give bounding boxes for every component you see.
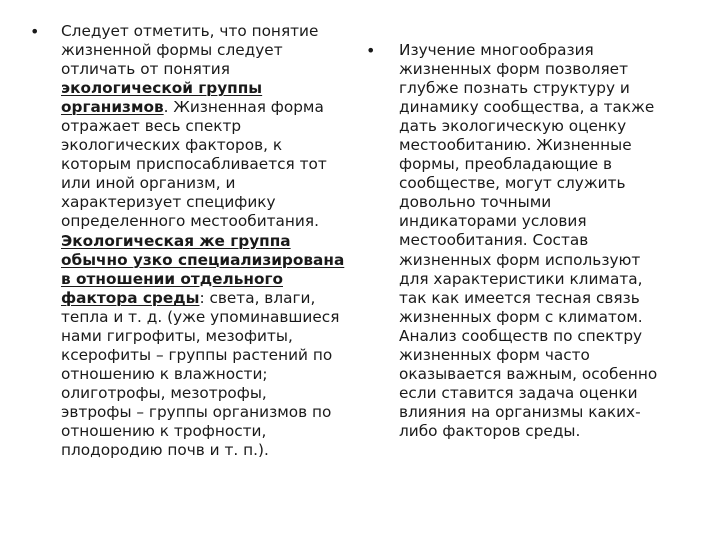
text-line [61,270,361,289]
text-line [61,232,361,251]
text-segment: Следует отметить, что понятие [61,22,319,40]
text-line [61,422,361,441]
emphasized-term: обычно узко специализирована [61,250,345,269]
text-segment: или иной организм, и [61,174,236,193]
text-segment: экологических факторов, к [61,136,283,155]
text-segment: плодородию почв и т. п.). [61,441,269,460]
text-line [399,136,699,155]
text-segment: : света, влаги, [199,288,316,307]
emphasized-term: в отношении отдельного [61,269,283,288]
text-segment: индикаторами условия [399,212,587,231]
text-line [61,327,361,346]
text-line [61,403,361,422]
text-segment: Изучение многообразия [399,41,594,59]
text-segment: если ставится задача оценки [399,383,638,402]
text-segment: олиготрофы, мезотрофы, [61,383,267,402]
text-segment: жизненных форм используют [399,250,641,269]
text-segment: для характеристики климата, [399,269,643,288]
text-segment: эвтрофы – группы организмов по [61,402,332,421]
text-line [61,136,361,155]
text-line [399,289,699,308]
text-segment: либо факторов среды. [399,421,581,440]
text-line [399,365,699,384]
text-segment: жизненных форм позволяет [399,60,628,79]
text-segment: сообществе, могут служить [399,174,626,193]
text-line [61,117,361,136]
text-line [399,327,699,346]
text-line [399,384,699,403]
text-line [399,212,699,231]
text-segment: отношению к трофности, [61,421,267,440]
text-segment: тепла и т. д. (уже упоминавшиеся [61,307,340,326]
text-segment: отношению к влажности; [61,364,268,383]
text-line [399,41,699,60]
text-line [399,174,699,193]
text-line [399,251,699,270]
text-segment: которым приспосабливается тот [61,155,327,174]
text-segment: отличать от понятия [61,60,230,79]
right-paragraph [399,41,699,441]
text-line [399,270,699,289]
text-segment: определенного местообитания. [61,212,319,231]
text-line [399,79,699,98]
text-line [399,60,699,79]
text-line [61,98,361,117]
text-segment: динамику сообщества, а также [399,98,655,117]
text-line [61,155,361,174]
text-line [399,422,699,441]
bullet-left: • [30,22,40,41]
text-line [61,346,361,365]
text-line [61,365,361,384]
text-line [399,193,699,212]
text-line [399,231,699,250]
text-segment: довольно точными [399,193,552,212]
text-line [61,289,361,308]
text-line [61,441,361,460]
text-segment: жизненных форм часто [399,345,590,364]
text-segment: местообитанию. Жизненные [399,136,632,155]
text-segment: нами гигрофиты, мезофиты, [61,326,293,345]
text-line [61,41,361,60]
left-paragraph [61,22,361,460]
text-line [61,212,361,231]
text-line [61,384,361,403]
text-segment: жизненных форм с климатом. [399,307,643,326]
text-segment: . Жизненная форма [163,98,324,117]
text-line [61,308,361,327]
text-line [61,174,361,193]
text-line [399,403,699,422]
text-line [61,60,361,79]
text-line [399,155,699,174]
text-line [61,79,361,98]
text-segment: Анализ сообществ по спектру [399,326,643,345]
text-segment: местообитания. Состав [399,231,589,250]
text-line [399,117,699,136]
text-segment: оказывается важным, особенно [399,364,658,383]
text-segment: дать экологическую оценку [399,117,627,136]
text-segment: влияния на организмы каких- [399,402,641,421]
text-line [399,308,699,327]
bullet-right: • [366,41,376,60]
text-segment: формы, преобладающие в [399,155,613,174]
text-segment: характеризует специфику [61,193,276,212]
emphasized-term: экологической группы [61,79,263,98]
emphasized-term: фактора среды [61,288,200,307]
text-segment: жизненной формы следует [61,41,283,60]
text-segment: глубже познать структуру и [399,79,630,98]
text-line [61,251,361,270]
text-segment: так как имеется тесная связь [399,288,640,307]
text-line [399,346,699,365]
text-line [399,98,699,117]
text-line [61,22,361,41]
emphasized-term: организмов [61,98,164,117]
text-line [61,193,361,212]
text-segment: отражает весь спектр [61,117,242,136]
emphasized-term: Экологическая же группа [61,231,291,250]
text-segment: ксерофиты – группы растений по [61,345,333,364]
